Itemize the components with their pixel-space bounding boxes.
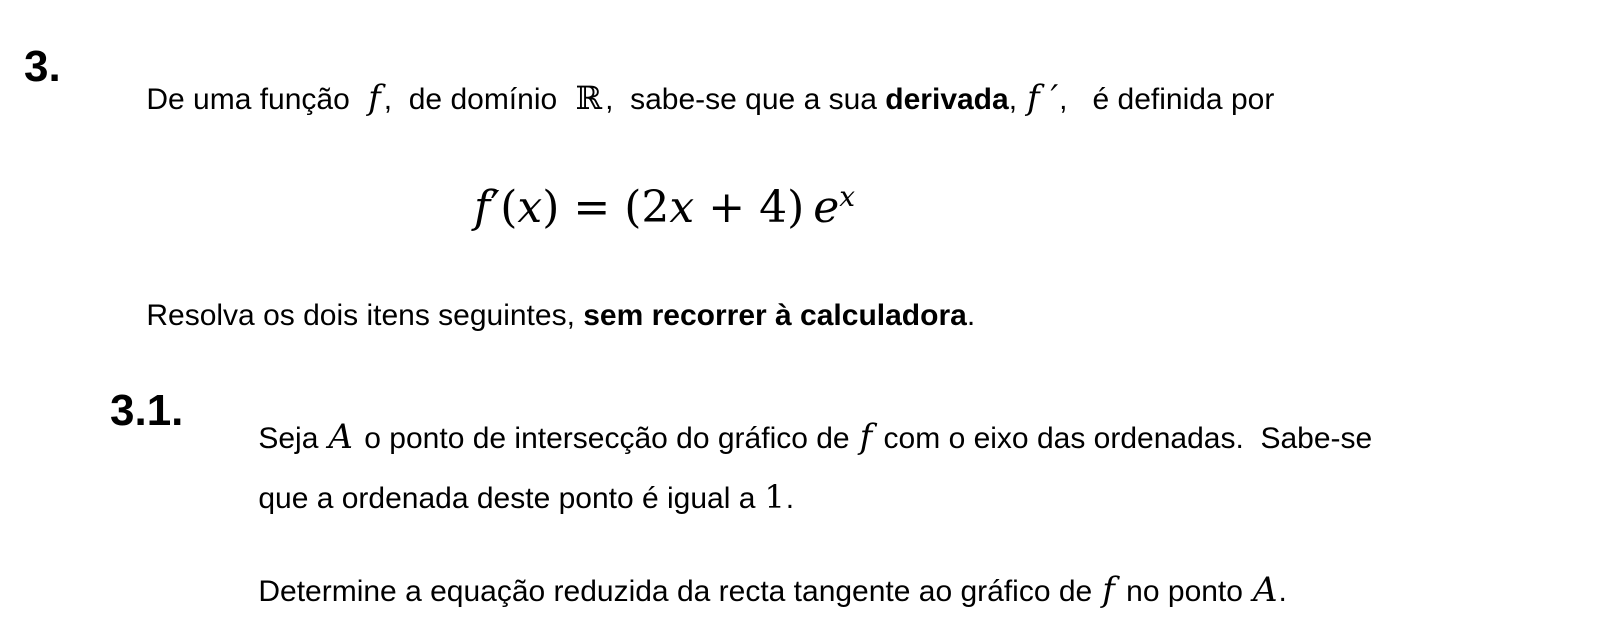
intro-text-2: , de domínio [383,83,566,116]
formula-x-term: x [669,182,695,233]
instruction-text-1: Resolva os dois itens seguintes, [146,299,584,332]
question3-number: 3. [24,42,61,91]
question31-line3 [225,543,1287,626]
q31-l2-text-2: . [785,482,795,515]
formula-x-exponent: x [839,180,856,213]
intro-text-4: , [1008,83,1018,116]
math-f-symbol: f [1102,570,1115,610]
math-f-symbol: f [368,78,381,118]
intro-text-5: , é definida por [1059,83,1275,116]
math-real-numbers-symbol: ℝ [575,79,603,117]
formula-equals-open: ) = (2 [542,182,670,233]
instruction-line [113,271,975,361]
formula-f: f [473,182,491,233]
question31-number: 3.1. [110,386,184,435]
formula-plus-close: + 4) [694,182,805,233]
formula-x-arg: x [517,182,543,233]
q31-l3-text-2: no ponto [1117,575,1243,608]
bold-no-calculator: sem recorrer à calculadora [583,299,967,332]
question3-intro-line [113,51,1274,145]
formula-e-base: e [813,182,840,233]
instruction-text-2: . [966,299,976,332]
q31-l3-text-3: . [1278,575,1287,608]
derivative-formula [418,142,855,274]
bold-derivada: derivada [885,83,1009,116]
q31-l2-text-1: que a ordenada deste ponto é igual a [258,482,756,515]
intro-text-3: , sabe-se que a sua [605,83,886,116]
q31-l1-text-1: Seja [258,422,319,455]
question31-line2 [225,451,794,544]
math-one-numeral: 1 [764,478,785,516]
math-point-A-symbol: A [328,417,353,457]
formula-prime-open-paren: ′( [490,182,518,233]
q31-l1-text-3: com o eixo das ordenadas. Sabe-se [875,422,1373,455]
intro-text-1: De uma função [146,83,359,116]
q31-l3-text-1: Determine a equação reduzida da recta tangente ao gráfico de [258,575,1093,608]
math-point-A-symbol: A [1252,570,1278,610]
math-f-prime-symbol: f ′ [1027,78,1059,118]
q31-l1-text-2: o ponto de intersecção do gráfico de [355,422,850,455]
math-f-symbol: f [859,417,873,457]
